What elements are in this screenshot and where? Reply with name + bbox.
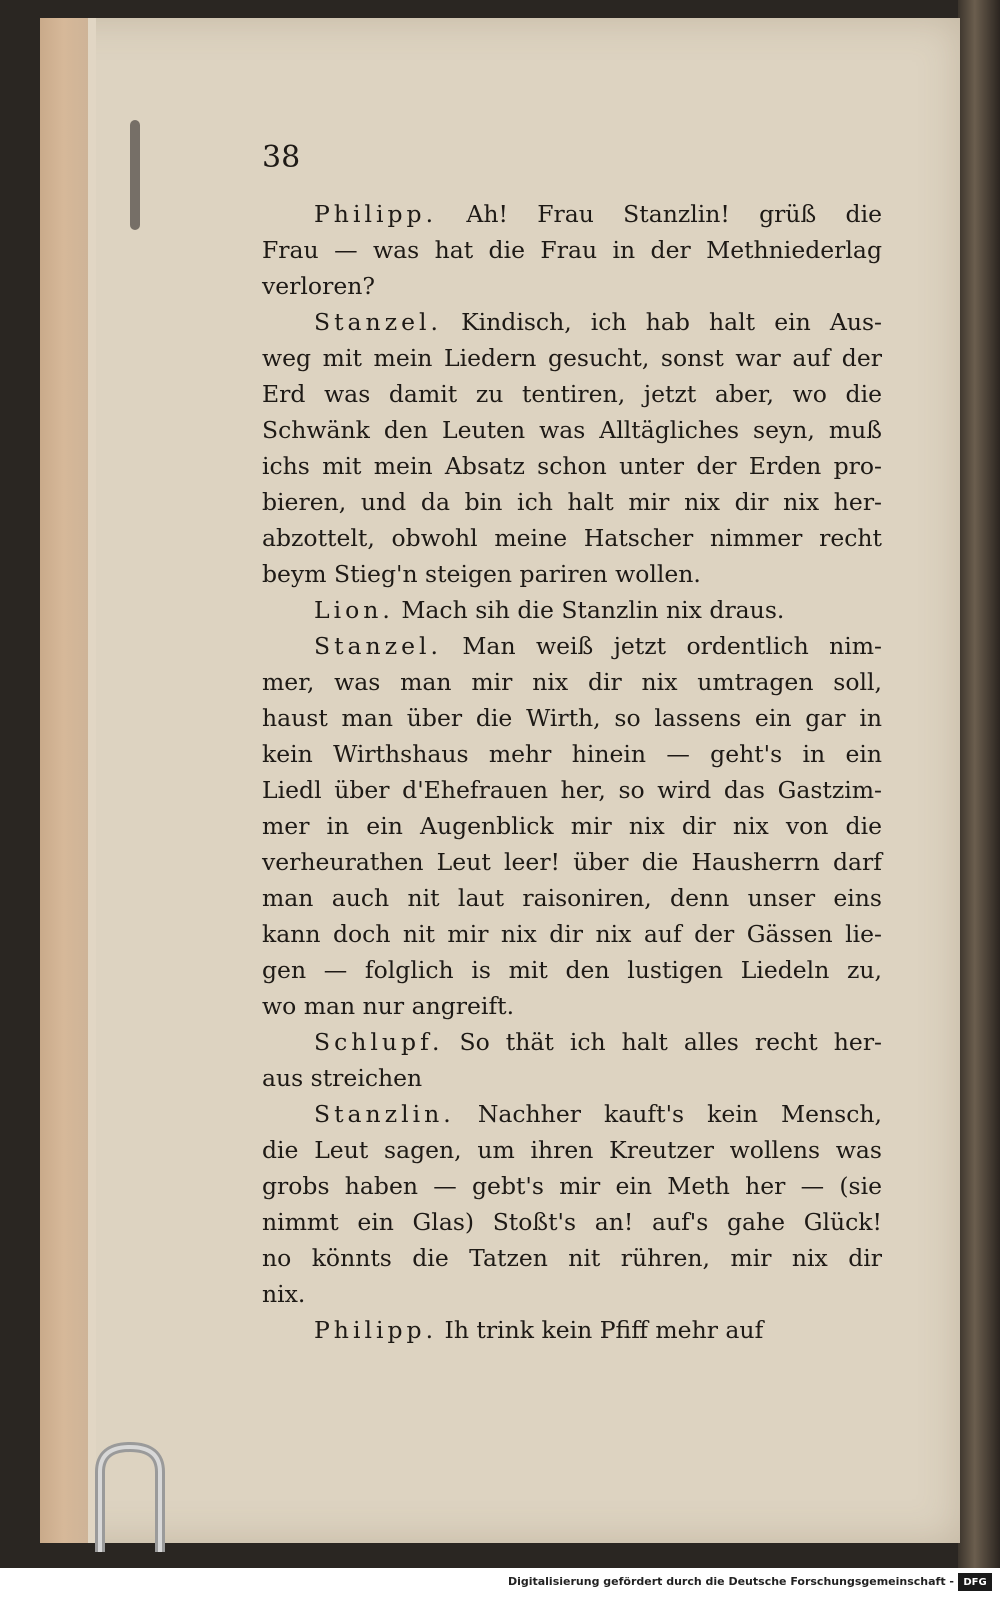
line-text: aus streichen xyxy=(262,1064,423,1092)
page-number: 38 xyxy=(262,140,301,175)
speaker-name: Stanzlin. xyxy=(314,1100,455,1128)
text-line xyxy=(262,988,882,1024)
text-line xyxy=(262,340,882,376)
line-text: verheurathen Leut leer! über die Hausherrn darf xyxy=(262,848,882,876)
speaker-name: Schlupf. xyxy=(314,1028,444,1056)
line-text: Ah! Frau Stanzlin! grüß die xyxy=(466,200,882,228)
text-line xyxy=(262,1204,882,1240)
line-text: Nachher kauft's kein Mensch, xyxy=(477,1100,882,1128)
text-line xyxy=(262,196,882,232)
text-line xyxy=(262,700,882,736)
text-line xyxy=(262,772,882,808)
speaker-name: Philipp. xyxy=(314,200,438,228)
line-text: mer in ein Augenblick mir nix dir nix von die xyxy=(262,812,882,840)
speech-paragraph xyxy=(262,304,882,592)
text-line xyxy=(262,1276,882,1312)
text-line xyxy=(262,880,882,916)
text-line xyxy=(262,664,882,700)
line-text: abzottelt, obwohl meine Hatscher nimmer recht xyxy=(262,524,882,552)
page-text xyxy=(262,196,882,1348)
text-line xyxy=(262,448,882,484)
line-text: bieren, und da bin ich halt mir nix dir nix her- xyxy=(262,488,882,516)
line-text: So thät ich halt alles recht her- xyxy=(459,1028,882,1056)
pencil-mark xyxy=(130,120,140,230)
text-line xyxy=(262,304,882,340)
text-line xyxy=(262,628,882,664)
line-text: no könnts die Tatzen nit rühren, mir nix dir xyxy=(262,1244,882,1272)
line-text: Ih trink kein Pfiff mehr auf xyxy=(444,1316,764,1344)
line-text: weg mit mein Liedern gesucht, sonst war auf der xyxy=(262,344,882,372)
line-text: kein Wirthshaus mehr hinein — geht's in ein xyxy=(262,740,882,768)
speech-paragraph xyxy=(262,1096,882,1312)
speech-paragraph xyxy=(262,628,882,1024)
text-line xyxy=(262,520,882,556)
line-text: Erd was damit zu tentiren, jetzt aber, wo die xyxy=(262,380,882,408)
text-line xyxy=(262,1096,882,1132)
text-line xyxy=(262,232,882,268)
line-text: Frau — was hat die Frau in der Methniederlag xyxy=(262,236,882,264)
text-line xyxy=(262,412,882,448)
speaker-name: Lion. xyxy=(314,596,394,624)
speech-paragraph xyxy=(262,196,882,304)
line-text: Liedl über d'Ehefrauen her, so wird das Gastzim- xyxy=(262,776,882,804)
text-line xyxy=(262,952,882,988)
line-text: ichs mit mein Absatz schon unter der Erden pro- xyxy=(262,452,882,480)
text-line xyxy=(262,1132,882,1168)
speech-paragraph xyxy=(262,592,882,628)
footer-bar xyxy=(0,1568,1000,1597)
line-text: beym Stieg'n steigen pariren wollen. xyxy=(262,560,701,588)
line-text: grobs haben — gebt's mir ein Meth her — (sie xyxy=(262,1172,882,1200)
speaker-name: Stanzel. xyxy=(314,632,442,660)
text-line xyxy=(262,1060,882,1096)
speaker-name: Philipp. xyxy=(314,1316,438,1344)
speech-paragraph xyxy=(262,1312,882,1348)
page-gutter-inner xyxy=(88,18,96,1543)
line-text: mer, was man mir nix dir nix umtragen soll, xyxy=(262,668,882,696)
speaker-name: Stanzel. xyxy=(314,308,442,336)
line-text: haust man über die Wirth, so lassens ein gar in xyxy=(262,704,882,732)
book-edge xyxy=(958,0,1000,1568)
page-gutter-strip xyxy=(40,18,92,1543)
text-line xyxy=(262,592,882,628)
line-text: gen — folglich is mit den lustigen Liedeln zu, xyxy=(262,956,882,984)
text-line xyxy=(262,1024,882,1060)
text-line xyxy=(262,1168,882,1204)
line-text: nix. xyxy=(262,1280,306,1308)
text-line xyxy=(262,736,882,772)
text-line xyxy=(262,808,882,844)
text-line xyxy=(262,916,882,952)
line-text: Mach sih die Stanzlin nix draus. xyxy=(401,596,785,624)
text-line xyxy=(262,844,882,880)
line-text: Man weiß jetzt ordentlich nim- xyxy=(462,632,882,660)
text-line xyxy=(262,376,882,412)
line-text: Kindisch, ich hab halt ein Aus- xyxy=(461,308,882,336)
dfg-logo: DFG xyxy=(958,1573,992,1591)
speech-paragraph xyxy=(262,1024,882,1096)
text-line xyxy=(262,268,882,304)
line-text: verloren? xyxy=(262,272,375,300)
text-line xyxy=(262,556,882,592)
line-text: kann doch nit mir nix dir nix auf der Gässen lie- xyxy=(262,920,882,948)
line-text: man auch nit laut raisoniren, denn unser eins xyxy=(262,884,882,912)
text-line xyxy=(262,1312,882,1348)
footer-credit: Digitalisierung gefördert durch die Deutsche Forschungsgemeinschaft - xyxy=(507,1575,954,1588)
line-text: nimmt ein Glas) Stoßt's an! auf's gahe Glück! xyxy=(262,1208,882,1236)
line-text: Schwänk den Leuten was Alltägliches seyn, muß xyxy=(262,416,882,444)
line-text: die Leut sagen, um ihren Kreutzer wollens was xyxy=(262,1136,882,1164)
line-text: wo man nur angreift. xyxy=(262,992,515,1020)
text-line xyxy=(262,484,882,520)
paper-clip-icon xyxy=(80,1442,180,1552)
text-line xyxy=(262,1240,882,1276)
